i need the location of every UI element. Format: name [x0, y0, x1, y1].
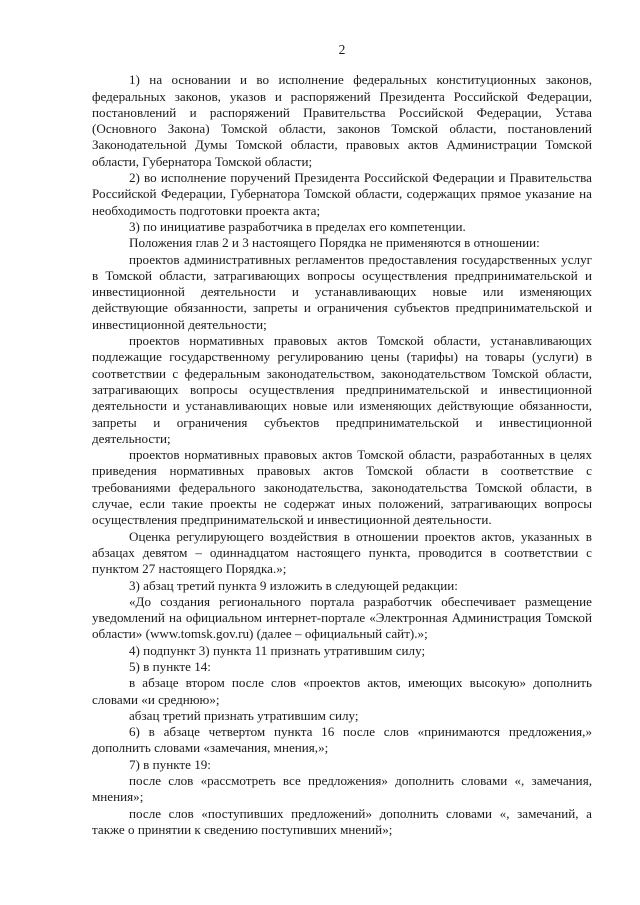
paragraph-federal-alignment: проектов нормативных правовых актов Томской области, разработанных в целях приведения нормативных правовых актов Томской области в соответствие с требованиями федерального законодательства, законодательства Томской области, в случае, если такие проекты не содержат иных положений, затрагивающих вопросы осуществления предпринимательской и инвестиционной деятельности.: [92, 447, 592, 528]
paragraph-item-7-sub-2: после слов «поступивших предложений» дополнить словами «, замечаний, а также о принятии к сведению поступивших мнений»;: [92, 805, 592, 837]
paragraph-item-2: 2) во исполнение поручений Президента Российской Федерации и Правительства Российской Федерации, Губернатора Томской области, содержащих прямое указание на необходимость подготовки проекта акта;: [92, 170, 592, 218]
paragraph-item-3-amend: 3) абзац третий пункта 9 изложить в следующей редакции:: [129, 577, 458, 593]
paragraph-item-3: 3) по инициативе разработчика в пределах его компетенции.: [129, 218, 466, 234]
page-number: 2: [338, 42, 346, 57]
paragraph-item-4-amend: 4) подпункт 3) пункта 11 признать утратившим силу;: [129, 642, 426, 658]
paragraph-admin-regulations: проектов административных регламентов предоставления государственных услуг в Томской области, затрагивающих вопросы осуществления предпринимательской и инвестиционной деятельности и устанавливающих новые или изменяющих действующие обязанности, запреты и ограничения субъектов предпринимательской и инвестиционной деятельности;: [92, 251, 592, 332]
paragraph-item-1: 1) на основании и во исполнение федеральных конституционных законов, федеральных законов, указов и распоряжений Президента Российской Федерации, постановлений и распоряжений Правительства Российской Федерации, Устава (Основного Закона) Томской области, законов Томской области, постановлений Законодательной Думы Томской области, правовых актов Администрации Томской области, Губернатора Томской области;: [92, 72, 592, 169]
paragraph-portal-quote: «До создания регионального портала разработчик обеспечивает размещение уведомлений на официальном интернет-портале «Электронная Администрация Томской области» (www.tomsk.gov.ru) (далее – официальный сайт).»;: [92, 593, 592, 642]
paragraph-assessment: Оценка регулирующего воздействия в отношении проектов актов, указанных в абзацах девятом – одиннадцатом настоящего пункта, проводится в соответствии с пунктом 27 настоящего Порядка.»;: [92, 528, 592, 577]
paragraph-price-regulation: проектов нормативных правовых актов Томской области, устанавливающих подлежащие государственному регулированию цены (тарифы) на товары (услуги) в соответствии с федеральным законодательством, законодательством Томской области, затрагивающих вопросы осуществления предпринимательской и инвестиционной деятельности и устанавливающих новые или изменяющих действующие обязанности, запреты и ограничения субъектов предпринимательской и инвестиционной деятельности;: [92, 333, 592, 446]
paragraph-item-6-amend: 6) в абзаце четвертом пункта 16 после слов «принимаются предложения,» дополнить словами «замечания, мнения,»;: [92, 724, 592, 756]
paragraph-chapters-exemption: Положения глав 2 и 3 настоящего Порядка не применяются в отношении:: [129, 235, 540, 251]
paragraph-item-5-sub-2: абзац третий признать утратившим силу;: [129, 707, 359, 723]
paragraph-item-7-amend: 7) в пункте 19:: [129, 756, 211, 772]
paragraph-item-7-sub-1: после слов «рассмотреть все предложения» дополнить словами «, замечания, мнения»;: [92, 773, 592, 805]
paragraph-item-5-amend: 5) в пункте 14:: [129, 658, 211, 674]
paragraph-item-5-sub-1: в абзаце втором после слов «проектов актов, имеющих высокую» дополнить словами «и среднюю»;: [92, 675, 592, 707]
